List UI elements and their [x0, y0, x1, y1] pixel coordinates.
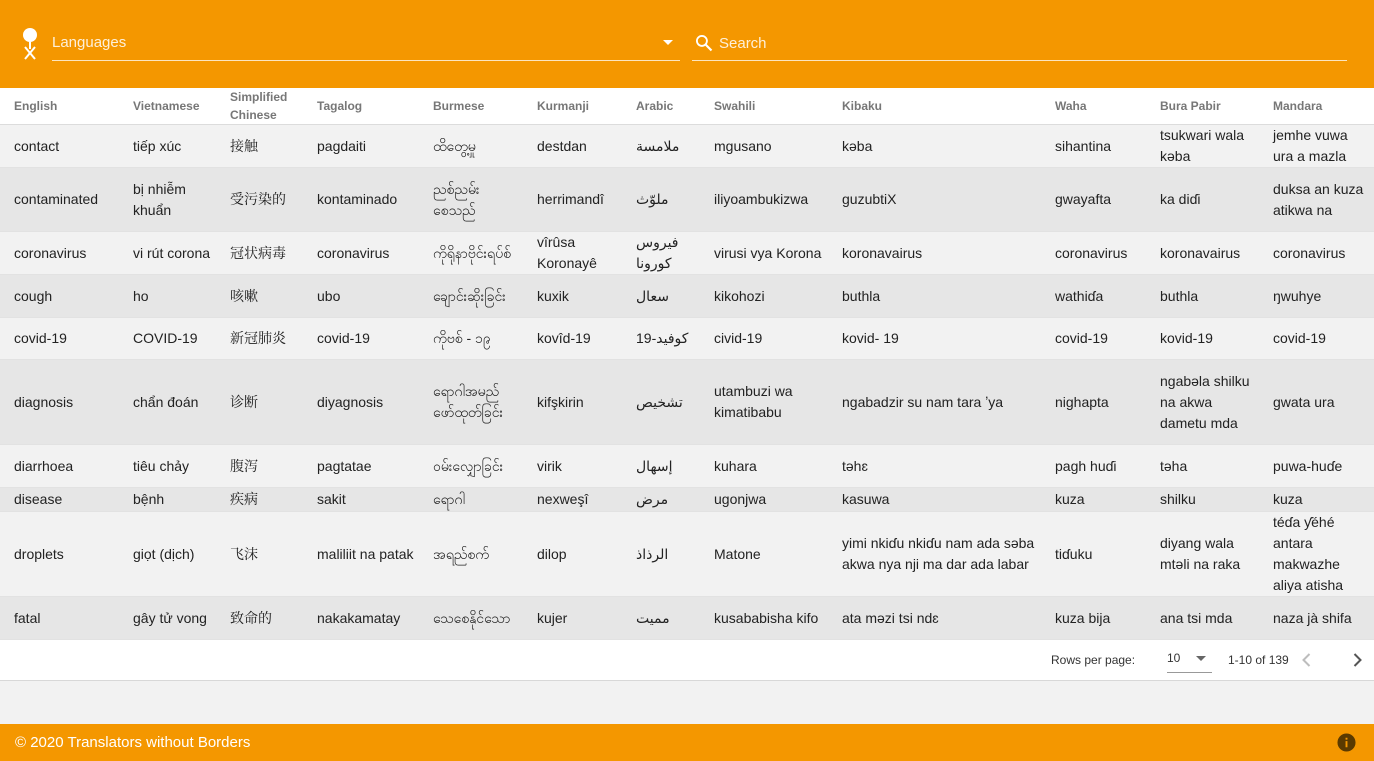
cell-english: covid-19 [0, 318, 119, 360]
cell-bura-pabir: tsukwari wala kəba [1146, 125, 1259, 168]
cell-bura-pabir: koronavairus [1146, 232, 1259, 275]
cell-arabic: فيروس كورونا [622, 232, 700, 275]
cell-tagalog: nakakamatay [303, 597, 419, 640]
cell-waha: gwayafta [1041, 168, 1146, 232]
cell-kurmanji: herrimandî [523, 168, 622, 232]
tico-person-logo[interactable] [18, 24, 42, 64]
column-header-english[interactable]: English [0, 88, 119, 125]
cell-kurmanji: kovîd-19 [523, 318, 622, 360]
cell-kurmanji: virik [523, 445, 622, 488]
cell-waha: covid-19 [1041, 318, 1146, 360]
pagination-range: 1-10 of 139 [1228, 653, 1289, 667]
cell-vietnamese: giọt (dịch) [119, 512, 216, 597]
cell-english: fatal [0, 597, 119, 640]
cell-waha: kuza bija [1041, 597, 1146, 640]
cell-kibaku: ata məzi tsi ndɛ [828, 597, 1041, 640]
languages-placeholder: Languages [52, 34, 127, 51]
cell-waha: pagh huɗi [1041, 445, 1146, 488]
cell-swahili: kikohozi [700, 275, 828, 318]
table-row [0, 597, 1374, 640]
cell-swahili: virusi vya Korona [700, 232, 828, 275]
cell-kibaku: kovid- 19 [828, 318, 1041, 360]
cell-tagalog: kontaminado [303, 168, 419, 232]
cell-mandara: kuza [1259, 488, 1374, 512]
cell-waha: kuza [1041, 488, 1146, 512]
cell-burmese: ကိုရိုနာဗိုင်းရပ်စ် [419, 232, 523, 275]
cell-vietnamese: vi rút corona [119, 232, 216, 275]
cell-burmese: ချောင်းဆိုးခြင်း [419, 275, 523, 318]
cell-waha: wathiɗa [1041, 275, 1146, 318]
cell-english: droplets [0, 512, 119, 597]
cell-mandara: téɗa ƴéhé antara makwazhe aliya atisha [1259, 512, 1374, 597]
cell-kibaku: koronavairus [828, 232, 1041, 275]
rows-per-page-value: 10 [1167, 651, 1181, 665]
table-header-row [0, 88, 1374, 125]
cell-tagalog: sakit [303, 488, 419, 512]
column-header-swahili[interactable]: Swahili [700, 88, 828, 125]
cell-waha: nighapta [1041, 360, 1146, 445]
cell-mandara: gwata ura [1259, 360, 1374, 445]
search-icon [694, 33, 714, 53]
cell-kibaku: kəba [828, 125, 1041, 168]
pagination-bar [0, 641, 1374, 679]
cell-simplified-chinese: 冠状病毒 [216, 232, 303, 275]
cell-swahili: ugonjwa [700, 488, 828, 512]
cell-bura-pabir: shilku [1146, 488, 1259, 512]
cell-burmese: အရည်စက် [419, 512, 523, 597]
column-header-burmese[interactable]: Burmese [419, 88, 523, 125]
cell-simplified-chinese: 接触 [216, 125, 303, 168]
cell-mandara: coronavirus [1259, 232, 1374, 275]
column-header-bura-pabir[interactable]: Bura Pabir [1146, 88, 1259, 125]
cell-bura-pabir: ngabəla shilku na akwa dametu mda [1146, 360, 1259, 445]
cell-vietnamese: bệnh [119, 488, 216, 512]
cell-swahili: iliyoambukizwa [700, 168, 828, 232]
cell-tagalog: diyagnosis [303, 360, 419, 445]
cell-vietnamese: bị nhiễm khuẩn [119, 168, 216, 232]
column-header-simplified-chinese[interactable]: Simplified Chinese [216, 88, 303, 125]
column-header-kibaku[interactable]: Kibaku [828, 88, 1041, 125]
cell-kurmanji: kuxik [523, 275, 622, 318]
cell-vietnamese: ho [119, 275, 216, 318]
chevron-down-icon [663, 40, 673, 45]
cell-waha: tiɗuku [1041, 512, 1146, 597]
cell-english: disease [0, 488, 119, 512]
table-body [0, 125, 1374, 640]
cell-burmese: ရောဂါအမည်ဖော်ထုတ်ခြင်း [419, 360, 523, 445]
cell-arabic: سعال [622, 275, 700, 318]
cell-kurmanji: nexweşî [523, 488, 622, 512]
cell-english: cough [0, 275, 119, 318]
app-footer [0, 724, 1374, 761]
table-row [0, 232, 1374, 275]
column-header-vietnamese[interactable]: Vietnamese [119, 88, 216, 125]
cell-mandara: jemhe vuwa ura a mazla [1259, 125, 1374, 168]
cell-tagalog: coronavirus [303, 232, 419, 275]
cell-burmese: ဝမ်းလျှောခြင်း [419, 445, 523, 488]
table-row [0, 275, 1374, 318]
cell-arabic: الرذاذ [622, 512, 700, 597]
cell-burmese: သေစေနိုင်သော [419, 597, 523, 640]
column-header-tagalog[interactable]: Tagalog [303, 88, 419, 125]
cell-kibaku: kasuwa [828, 488, 1041, 512]
cell-vietnamese: chẩn đoán [119, 360, 216, 445]
languages-select[interactable] [52, 30, 680, 61]
cell-tagalog: covid-19 [303, 318, 419, 360]
glossary-table [0, 88, 1374, 640]
cell-swahili: civid-19 [700, 318, 828, 360]
table-row [0, 488, 1374, 512]
cell-vietnamese: gây tử vong [119, 597, 216, 640]
cell-tagalog: pagtatae [303, 445, 419, 488]
cell-english: diagnosis [0, 360, 119, 445]
cell-kurmanji: vîrûsa Koronayê [523, 232, 622, 275]
cell-tagalog: ubo [303, 275, 419, 318]
cell-english: coronavirus [0, 232, 119, 275]
cell-simplified-chinese: 致命的 [216, 597, 303, 640]
cell-kurmanji: kujer [523, 597, 622, 640]
cell-simplified-chinese: 疾病 [216, 488, 303, 512]
cell-simplified-chinese: 腹泻 [216, 445, 303, 488]
cell-waha: sihantina [1041, 125, 1146, 168]
cell-bura-pabir: təha [1146, 445, 1259, 488]
cell-kurmanji: kifşkirin [523, 360, 622, 445]
cell-kibaku: guzubtiX [828, 168, 1041, 232]
column-header-waha[interactable]: Waha [1041, 88, 1146, 125]
table-row [0, 168, 1374, 232]
cell-bura-pabir: kovid-19 [1146, 318, 1259, 360]
table-row [0, 512, 1374, 597]
cell-kibaku: təhɛ [828, 445, 1041, 488]
table-row [0, 125, 1374, 168]
column-header-arabic[interactable]: Arabic [622, 88, 700, 125]
cell-english: contaminated [0, 168, 119, 232]
previous-page-icon[interactable] [1297, 650, 1317, 670]
cell-mandara: puwa-huɗe [1259, 445, 1374, 488]
info-icon[interactable] [1337, 733, 1356, 752]
cell-arabic: تشخيص [622, 360, 700, 445]
cell-bura-pabir: diyang wala mtəli na raka [1146, 512, 1259, 597]
cell-arabic: مرض [622, 488, 700, 512]
cell-simplified-chinese: 受污染的 [216, 168, 303, 232]
rows-per-page-select[interactable] [1167, 648, 1212, 673]
cell-burmese: ကိုဗစ် - ၁၉ [419, 318, 523, 360]
cell-burmese: ထိတွေ့မှု [419, 125, 523, 168]
cell-vietnamese: COVID-19 [119, 318, 216, 360]
cell-mandara: duksa an kuza atikwa na [1259, 168, 1374, 232]
cell-arabic: إسهال [622, 445, 700, 488]
cell-vietnamese: tiếp xúc [119, 125, 216, 168]
next-page-icon[interactable] [1347, 650, 1367, 670]
cell-simplified-chinese: 咳嗽 [216, 275, 303, 318]
copyright-text: © 2020 Translators without Borders [15, 734, 251, 751]
cell-vietnamese: tiêu chảy [119, 445, 216, 488]
cell-kibaku: ngabadzir su nam tara ʼya [828, 360, 1041, 445]
cell-arabic: ملامسة [622, 125, 700, 168]
cell-bura-pabir: ana tsi mda [1146, 597, 1259, 640]
search-box [692, 30, 1347, 61]
cell-tagalog: maliliit na patak [303, 512, 419, 597]
cell-kibaku: buthla [828, 275, 1041, 318]
cell-mandara: covid-19 [1259, 318, 1374, 360]
column-header-mandara[interactable]: Mandara [1259, 88, 1374, 125]
cell-arabic: مميت [622, 597, 700, 640]
cell-burmese: ညစ်ညမ်းစေသည် [419, 168, 523, 232]
table-row [0, 318, 1374, 360]
cell-arabic: ملوّث [622, 168, 700, 232]
cell-simplified-chinese: 飞沫 [216, 512, 303, 597]
table-row [0, 360, 1374, 445]
cell-simplified-chinese: 诊断 [216, 360, 303, 445]
column-header-kurmanji[interactable]: Kurmanji [523, 88, 622, 125]
cell-swahili: mgusano [700, 125, 828, 168]
cell-burmese: ရောဂါ [419, 488, 523, 512]
cell-arabic: كوفيد-19 [622, 318, 700, 360]
cell-swahili: Matone [700, 512, 828, 597]
cell-swahili: utambuzi wa kimatibabu [700, 360, 828, 445]
cell-waha: coronavirus [1041, 232, 1146, 275]
glossary-table-container [0, 88, 1374, 681]
cell-bura-pabir: buthla [1146, 275, 1259, 318]
cell-english: contact [0, 125, 119, 168]
chevron-down-icon [1196, 656, 1206, 661]
cell-english: diarrhoea [0, 445, 119, 488]
cell-kurmanji: destdan [523, 125, 622, 168]
cell-tagalog: pagdaiti [303, 125, 419, 168]
cell-swahili: kuhara [700, 445, 828, 488]
cell-swahili: kusababisha kifo [700, 597, 828, 640]
cell-kibaku: yimi nkiɗu nkiɗu nam ada səba akwa nya nji ma dar ada labar [828, 512, 1041, 597]
cell-mandara: naza jà shifa [1259, 597, 1374, 640]
cell-bura-pabir: ka diɗi [1146, 168, 1259, 232]
cell-kurmanji: dilop [523, 512, 622, 597]
app-header [0, 0, 1374, 88]
cell-simplified-chinese: 新冠肺炎 [216, 318, 303, 360]
rows-per-page-label: Rows per page: [1051, 653, 1136, 667]
search-input[interactable] [719, 32, 1319, 54]
cell-mandara: ŋwuhye [1259, 275, 1374, 318]
table-row [0, 445, 1374, 488]
